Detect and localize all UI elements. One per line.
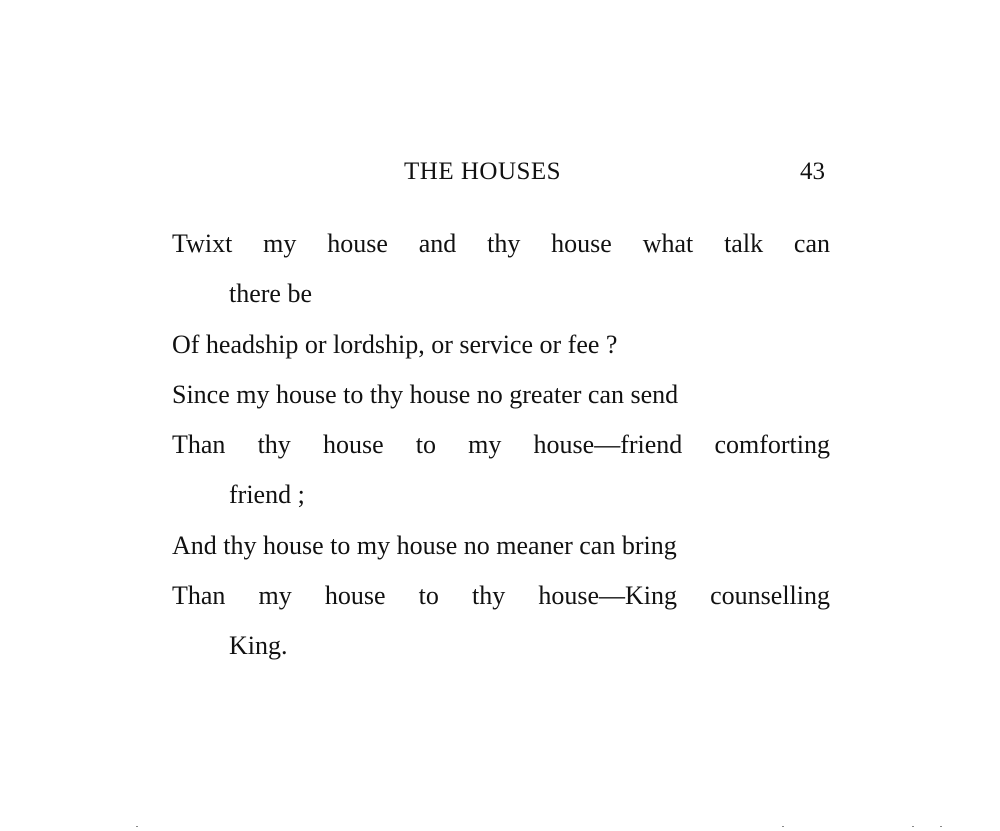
scan-speck (136, 826, 138, 827)
poem-line-2: Of headship or lordship, or service or fee ? (172, 329, 618, 359)
page-number: 43 (800, 158, 825, 185)
poem-line-1: Twixt my house and thy house what talk can (172, 229, 830, 258)
scan-speck (912, 826, 914, 827)
poem-line-4-continuation: friend ; (229, 480, 305, 510)
scan-speck (782, 826, 784, 827)
poem-line-3: Since my house to thy house no greater can send (172, 379, 679, 409)
poem-stanza (172, 219, 830, 672)
scan-speck (940, 826, 942, 827)
poem-line-4: Than thy house to my house—friend comforting (172, 430, 830, 460)
poem-line-1-continuation: there be (229, 279, 313, 309)
running-header-title: THE HOUSES (404, 158, 562, 185)
poem-line-6: Than my house to thy house—King counselling (172, 581, 830, 611)
poem-line-6-continuation: King. (229, 631, 288, 661)
poem-line-5: And thy house to my house no meaner can bring (172, 530, 677, 560)
